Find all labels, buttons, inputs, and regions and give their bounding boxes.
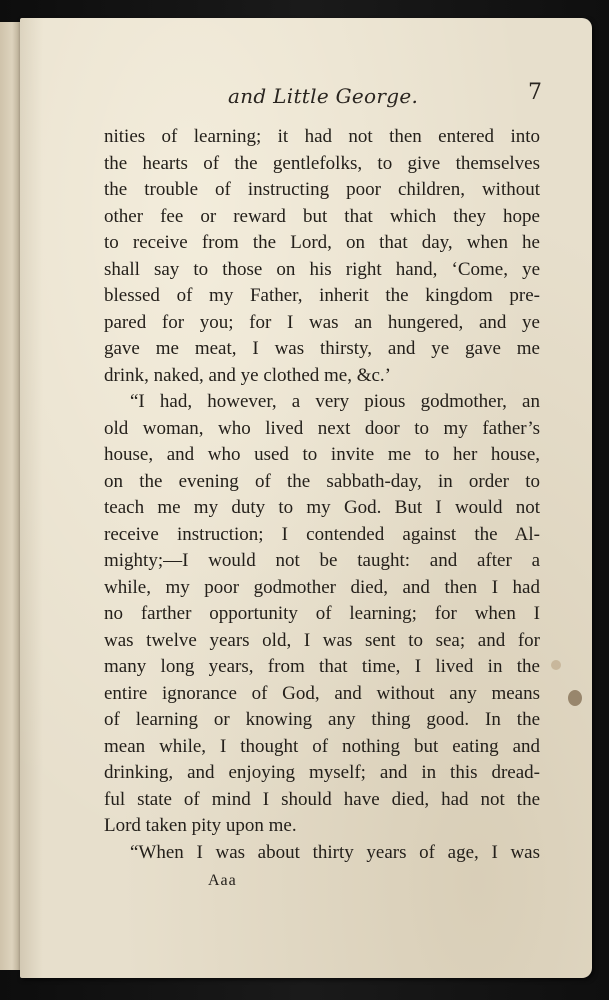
text-line: ful state of mind I should have died, had not the bbox=[104, 788, 540, 810]
text-line: drink, naked, and ye clothed me, &c.’ bbox=[104, 364, 392, 386]
text-line: mean while, I thought of nothing but eating and bbox=[104, 735, 540, 757]
text-line: drinking, and enjoying myself; and in this dread- bbox=[104, 762, 540, 783]
text-line: to receive from the Lord, on that day, when he bbox=[104, 232, 540, 253]
text-line: house, and who used to invite me to her house, bbox=[104, 444, 540, 465]
text-line: many long years, from that time, I lived in the bbox=[104, 656, 540, 677]
text-line: Lord taken pity upon me. bbox=[104, 815, 297, 836]
running-title: and Little George. bbox=[228, 84, 419, 108]
text-line: no farther opportunity of learning; for when I bbox=[104, 603, 540, 624]
text-line: gave me meat, I was thirsty, and ye gave me bbox=[104, 338, 540, 359]
text-line: was twelve years old, I was sent to sea; and for bbox=[104, 629, 540, 651]
text-line: other fee or reward but that which they hope bbox=[104, 205, 540, 227]
foxing-stain bbox=[551, 660, 561, 670]
text-line: blessed of my Father, inherit the kingdom pre- bbox=[104, 285, 540, 306]
text-line: the hearts of the gentlefolks, to give themselves bbox=[104, 152, 540, 174]
facing-page-edge bbox=[0, 22, 21, 970]
text-line: of learning or knowing any thing good. In the bbox=[104, 709, 540, 730]
foxing-stain bbox=[568, 690, 582, 706]
text-line: mighty;—I would not be taught: and after a bbox=[104, 550, 540, 571]
text-line: “I had, however, a very pious godmother, an bbox=[130, 391, 540, 412]
text-line: teach me my duty to my God. But I would not bbox=[104, 497, 540, 518]
text-line: nities of learning; it had not then entered into bbox=[104, 126, 540, 147]
text-line: old woman, who lived next door to my father’s bbox=[104, 417, 540, 439]
text-line: entire ignorance of God, and without any means bbox=[104, 682, 540, 704]
text-line: on the evening of the sabbath-day, in order to bbox=[104, 470, 540, 492]
text-line: pared for you; for I was an hungered, and ye bbox=[104, 311, 540, 333]
text-line: “When I was about thirty years of age, I was bbox=[130, 841, 540, 863]
body-text bbox=[104, 124, 540, 866]
signature-mark: Aaa bbox=[208, 872, 237, 889]
text-line: the trouble of instructing poor children, without bbox=[104, 179, 540, 200]
text-line: shall say to those on his right hand, ‘Come, ye bbox=[104, 258, 540, 280]
text-line: receive instruction; I contended against the Al- bbox=[104, 523, 540, 545]
page-number: 7 bbox=[528, 80, 542, 105]
text-line: while, my poor godmother died, and then I had bbox=[104, 576, 540, 598]
